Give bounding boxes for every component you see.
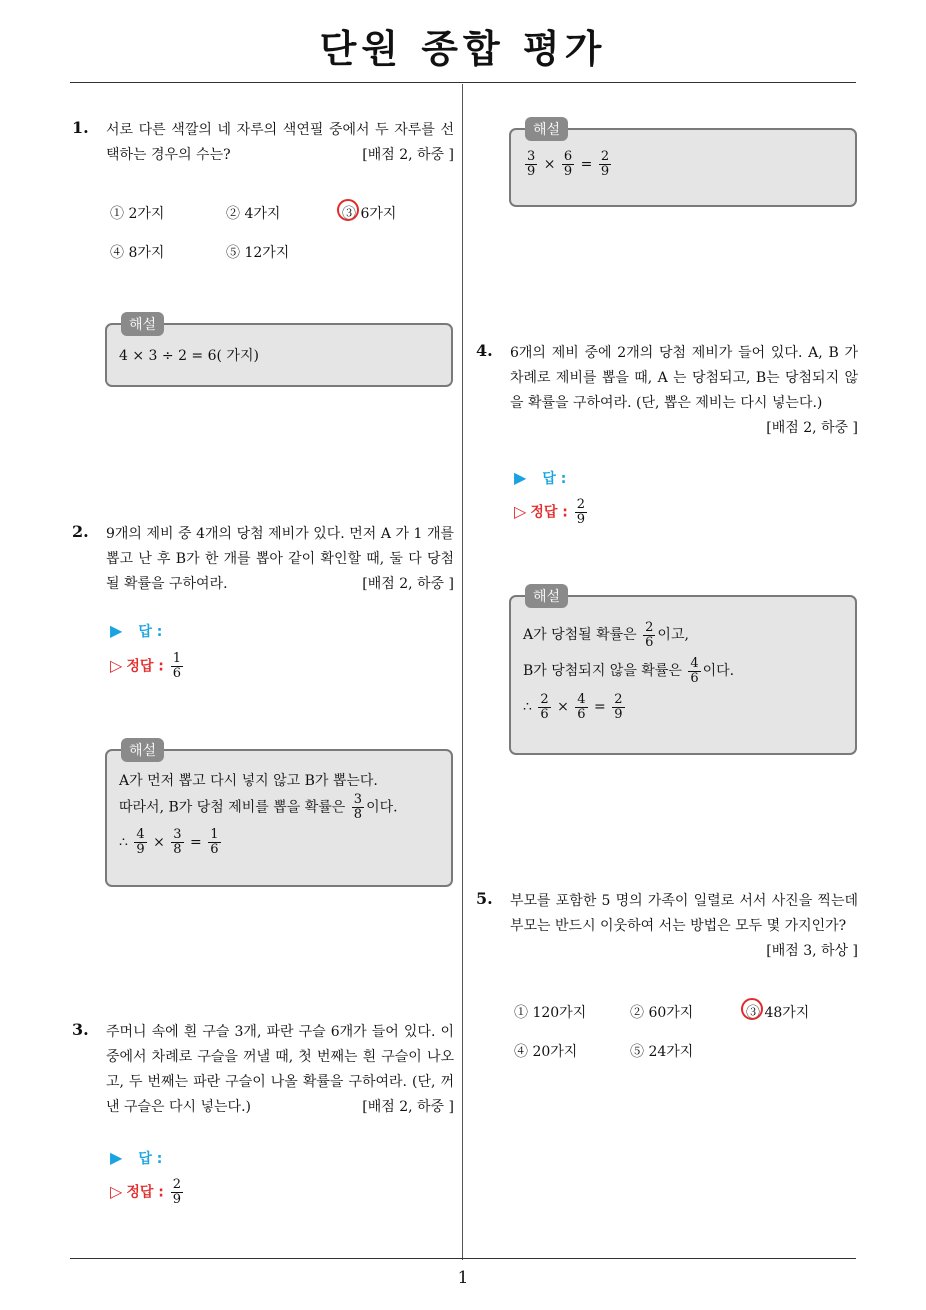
answer-fraction: $\frac{2}{9}$	[576, 497, 585, 527]
question-text	[510, 341, 858, 441]
question-text	[106, 1020, 454, 1120]
page-number: 1	[457, 1268, 469, 1288]
answer-label: 답 :	[542, 471, 567, 487]
header-rule	[70, 82, 856, 83]
column-divider	[462, 84, 463, 1260]
play-arrow-icon: ▶	[110, 621, 123, 640]
page-title: 단원 종합 평가	[319, 27, 607, 71]
choice-4[interactable]: ④ 8가지	[110, 245, 165, 261]
solution-line: B가 당첨되지 않을 확률은 $\frac{4}{6}$ 이다.	[523, 655, 735, 686]
solution-text: $\frac{3}{9}$ × $\frac{6}{9}$ = $\frac{2}{9}$	[527, 149, 610, 179]
outline-arrow-icon: ▷	[110, 1181, 123, 1201]
solution-line: ∴ $\frac{4}{9}$ × $\frac{3}{8}$ = $\frac{1}{6}$	[119, 827, 219, 857]
choice-5[interactable]: ⑤ 12가지	[226, 245, 290, 261]
solution-tag: 해설	[121, 738, 164, 762]
question-text	[510, 889, 858, 964]
choice-2[interactable]: ② 60가지	[630, 1005, 694, 1021]
solution-text	[119, 769, 398, 857]
question-body: 6개의 제비 중에 2개의 당첨 제비가 들어 있다. A, B 가 차례로 제비를 뽑을 때, A 는 당첨되고, B는 당첨되지 않을 확률을 구하여라. (단, 뽑은 제비는 다시 넣는다.)	[510, 345, 858, 411]
correct-row-4	[514, 498, 589, 527]
answer-row-2	[110, 621, 162, 641]
correct-row-2	[110, 652, 185, 681]
solution-text	[523, 617, 734, 725]
play-arrow-icon: ▶	[514, 468, 527, 487]
question-body: 부모를 포함한 5 명의 가족이 일렬로 서서 사진을 찍는데 부모는 반드시 이웃하여 서는 방법은 모두 몇 가지인가?	[510, 893, 858, 934]
solution-tag: 해설	[121, 312, 164, 336]
question-number: 3.	[72, 1020, 89, 1039]
score-label: [배점 3, 하상 ]	[766, 943, 858, 959]
question-text	[106, 118, 454, 168]
solution-line: A가 먼저 뽑고 다시 넣지 않고 B가 뽑는다.	[119, 773, 378, 789]
choice-3[interactable]	[746, 1002, 809, 1022]
question-number: 5.	[476, 889, 493, 908]
choice-2[interactable]: ② 4가지	[226, 206, 281, 222]
solution-tag: 해설	[525, 584, 568, 608]
question-body: 9개의 제비 중 4개의 당첨 제비가 있다. 먼저 A 가 1 개를 뽑고 난 후 B가 한 개를 뽑아 같이 확인할 때, 둘 다 당첨될 확률을 구하여라.	[106, 526, 454, 592]
choice-label: 6가지	[360, 206, 397, 222]
question-text	[106, 522, 454, 597]
solution-line: 따라서, B가 당첨 제비를 뽑을 확률은 $\frac{3}{8}$ 이다.	[119, 792, 398, 822]
score-label: [배점 2, 하중 ]	[362, 147, 454, 163]
choice-3[interactable]	[342, 203, 396, 223]
answer-fraction: $\frac{2}{9}$	[172, 1177, 181, 1207]
choice-number: ③	[342, 206, 356, 222]
solution-box-2	[105, 743, 453, 887]
solution-text: 4 × 3 ÷ 2 = 6( 가지)	[119, 348, 259, 364]
solution-line: ∴ $\frac{2}{6}$ × $\frac{4}{6}$ = $\frac{2}{9}$	[523, 691, 623, 722]
solution-box-4	[509, 589, 857, 755]
score-label: [배점 2, 하중 ]	[362, 1099, 454, 1115]
outline-arrow-icon: ▷	[110, 655, 123, 675]
question-number: 1.	[72, 118, 89, 137]
answer-label: 답 :	[138, 624, 163, 640]
choice-label: 48가지	[764, 1005, 810, 1021]
answer-row-3	[110, 1148, 162, 1168]
solution-box-1	[105, 317, 453, 387]
outline-arrow-icon: ▷	[514, 501, 527, 521]
answer-row-4	[514, 468, 566, 488]
score-label: [배점 2, 하중 ]	[766, 420, 858, 436]
footer-rule	[70, 1258, 856, 1259]
solution-line: A가 당첨될 확률은 $\frac{2}{6}$ 이고,	[523, 619, 689, 650]
correct-label: 정답 :	[126, 658, 164, 675]
question-number: 2.	[72, 522, 89, 541]
solution-tag: 해설	[525, 117, 568, 141]
choice-1[interactable]: ① 2가지	[110, 206, 165, 222]
choice-5[interactable]: ⑤ 24가지	[630, 1044, 694, 1060]
score-label: [배점 2, 하중 ]	[362, 576, 454, 592]
correct-label: 정답 :	[126, 1184, 164, 1201]
answer-label: 답 :	[138, 1151, 163, 1167]
question-body: 주머니 속에 흰 구슬 3개, 파란 구슬 6개가 들어 있다. 이 중에서 차례로 구슬을 꺼낼 때, 첫 번째는 흰 구슬이 나오고, 두 번째는 파란 구슬이 나올 확률을 구하여라. (단, 꺼낸 구슬은 다시 넣는다.)	[106, 1024, 454, 1115]
selected-mark-icon	[337, 199, 359, 221]
choice-4[interactable]: ④ 20가지	[514, 1044, 578, 1060]
choice-1[interactable]: ① 120가지	[514, 1005, 587, 1021]
solution-box-3	[509, 122, 857, 207]
selected-mark-icon	[741, 998, 763, 1020]
play-arrow-icon: ▶	[110, 1148, 123, 1167]
choice-number: ③	[746, 1005, 760, 1021]
question-body: 서로 다른 색깔의 네 자루의 색연필 중에서 두 자루를 선택하는 경우의 수는?	[106, 122, 454, 163]
question-number: 4.	[476, 341, 493, 360]
correct-label: 정답 :	[530, 504, 568, 521]
correct-row-3	[110, 1178, 185, 1207]
answer-fraction: $\frac{1}{6}$	[172, 651, 181, 681]
